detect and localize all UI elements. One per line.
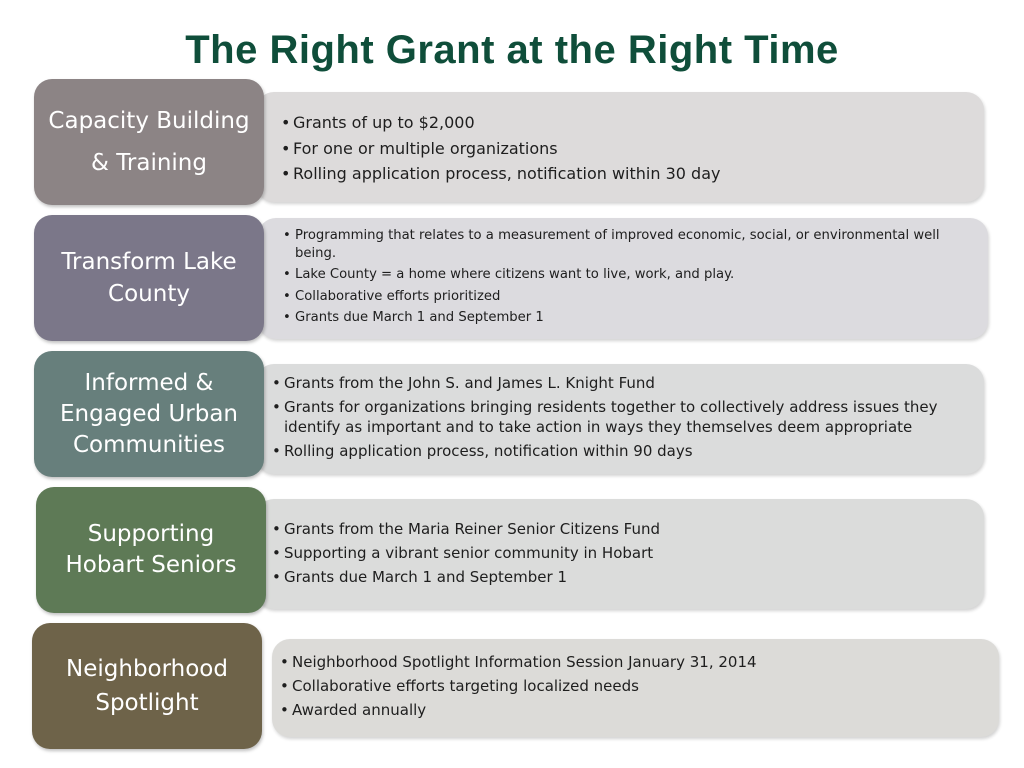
bullet-item: • Awarded annually bbox=[280, 700, 980, 720]
grant-label-line: Engaged Urban bbox=[59, 400, 239, 427]
grant-bullet-list-transform-lake-county bbox=[283, 227, 963, 331]
grant-label-neighborhood-spotlight bbox=[32, 623, 262, 749]
bullet-item: • Neighborhood Spotlight Information Session January 31, 2014 bbox=[280, 652, 980, 672]
bullet-item: • Grants from the Maria Reiner Senior Citizens Fund bbox=[272, 519, 972, 539]
bullet-item: • Lake County = a home where citizens want to live, work, and play. bbox=[283, 266, 963, 284]
grant-label-line: Informed & bbox=[84, 369, 214, 396]
bullet-item: • Collaborative efforts prioritized bbox=[283, 288, 963, 306]
bullet-item: • Programming that relates to a measurement of improved economic, social, or environmental well being. bbox=[283, 227, 963, 262]
bullet-item: • Grants due March 1 and September 1 bbox=[272, 567, 972, 587]
bullet-item: • Rolling application process, notification within 90 days bbox=[272, 441, 972, 461]
bullet-item: • Grants due March 1 and September 1 bbox=[283, 309, 963, 327]
grant-bullet-list-hobart-seniors bbox=[272, 519, 972, 591]
grant-bullet-list-neighborhood-spotlight bbox=[280, 652, 980, 724]
grant-bullet-list-capacity-building bbox=[281, 110, 971, 187]
bullet-item: • Grants of up to $2,000 bbox=[281, 110, 971, 136]
grant-label-transform-lake-county bbox=[34, 215, 264, 341]
grant-label-line: Capacity Building bbox=[48, 108, 250, 134]
bullet-item: • Grants from the John S. and James L. Knight Fund bbox=[272, 373, 972, 393]
page-title: The Right Grant at the Right Time bbox=[185, 28, 839, 72]
grant-label-line: Spotlight bbox=[95, 690, 199, 716]
grant-label-line: Supporting bbox=[87, 521, 215, 547]
bullet-item: • For one or multiple organizations bbox=[281, 136, 971, 162]
bullet-item: • Grants for organizations bringing residents together to collectively address issues they identify as important and to take action in ways they themselves deem appropriate bbox=[272, 397, 972, 437]
bullet-item: • Supporting a vibrant senior community in Hobart bbox=[272, 543, 972, 563]
grant-label-line: Hobart Seniors bbox=[65, 552, 237, 578]
grant-bullet-list-informed-engaged bbox=[272, 373, 972, 465]
grant-label-line: & Training bbox=[90, 150, 207, 176]
grant-label-hobart-seniors bbox=[36, 487, 266, 613]
bullet-item: • Rolling application process, notification within 30 day bbox=[281, 161, 971, 187]
bullet-item: • Collaborative efforts targeting localized needs bbox=[280, 676, 980, 696]
grant-label-informed-engaged bbox=[34, 351, 264, 477]
grant-label-line: County bbox=[108, 281, 190, 307]
grant-label-line: Communities bbox=[72, 431, 226, 458]
grant-label-capacity-building bbox=[34, 79, 264, 205]
grant-label-line: Neighborhood bbox=[66, 656, 228, 682]
grant-label-line: Transform Lake bbox=[61, 249, 237, 275]
